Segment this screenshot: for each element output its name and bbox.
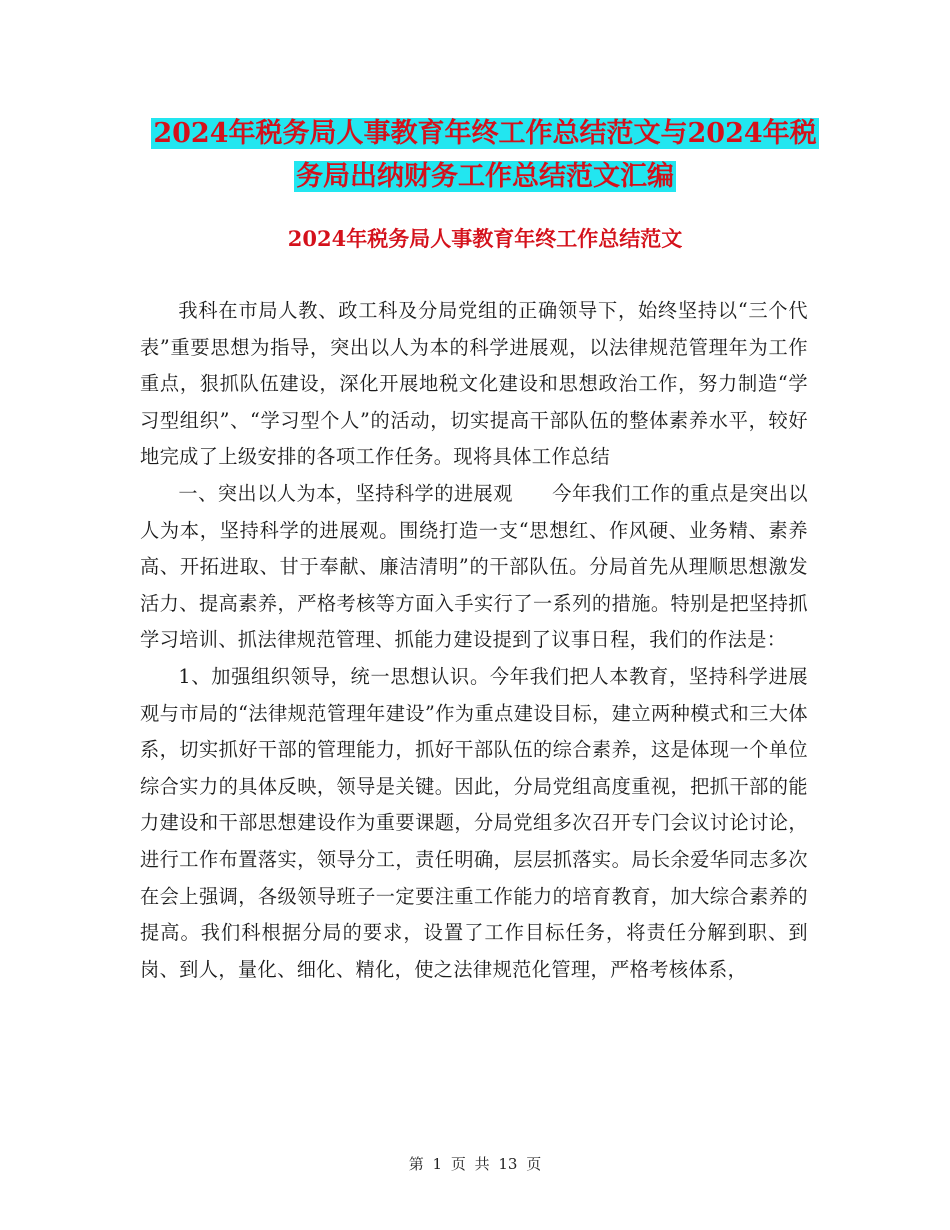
- document-body: [140, 293, 808, 988]
- document-title-text: 2024年税务局人事教育年终工作总结范文与2024年税务局出纳财务工作总结范文汇编: [153, 118, 817, 192]
- section-title: 2024年税务局人事教育年终工作总结范文: [287, 226, 683, 251]
- paragraph-section-one: 一、突出以人为本，坚持科学的进展观 今年我们工作的重点是突出以人为本，坚持科学的进展观。围绕打造一支“思想红、作风硬、业务精、素养高、开拓进取、甘于奉献、廉洁清明”的干部队伍。分局首先从理顺思想激发活力、提高素养，严格考核等方面入手实行了一系列的措施。特别是把坚持抓学习培训、抓法律规范管理、抓能力建设提到了议事日程，我们的作法是：: [140, 481, 808, 652]
- document-title: [140, 112, 830, 198]
- paragraph-item-one: 1、加强组织领导，统一思想认识。今年我们把人本教育，坚持科学进展观与市局的“法律规范管理年建设”作为重点建设目标，建立两种模式和三大体系，切实抓好干部的管理能力，抓好干部队伍的综合素养，这是体现一个单位综合实力的具体反映，领导是关键。因此，分局党组高度重视，把抓干部的能力建设和干部思想建设作为重要课题，分局党组多次召开专门会议讨论讨论，进行工作布置落实，领导分工，责任明确，层层抓落实。局长余爱华同志多次在会上强调，各级领导班子一定要注重工作能力的培育教育，加大综合素养的提高。我们科根据分局的要求，设置了工作目标任务，将责任分解到职、到岗、到人，量化、细化、精化，使之法律规范化管理，严格考核体系，: [140, 664, 808, 981]
- page-footer: 第 1 页 共 13 页: [408, 1155, 542, 1173]
- paragraph-intro: 我科在市局人教、政工科及分局党组的正确领导下，始终坚持以“三个代表”重要思想为指导，突出以人为本的科学进展观，以法律规范管理年为工作重点，狠抓队伍建设，深化开展地税文化建设和思想政治工作，努力制造“学习型组织”、“学习型个人”的活动，切实提高干部队伍的整体素养水平，较好地完成了上级安排的各项工作任务。现将具体工作总结: [140, 299, 808, 469]
